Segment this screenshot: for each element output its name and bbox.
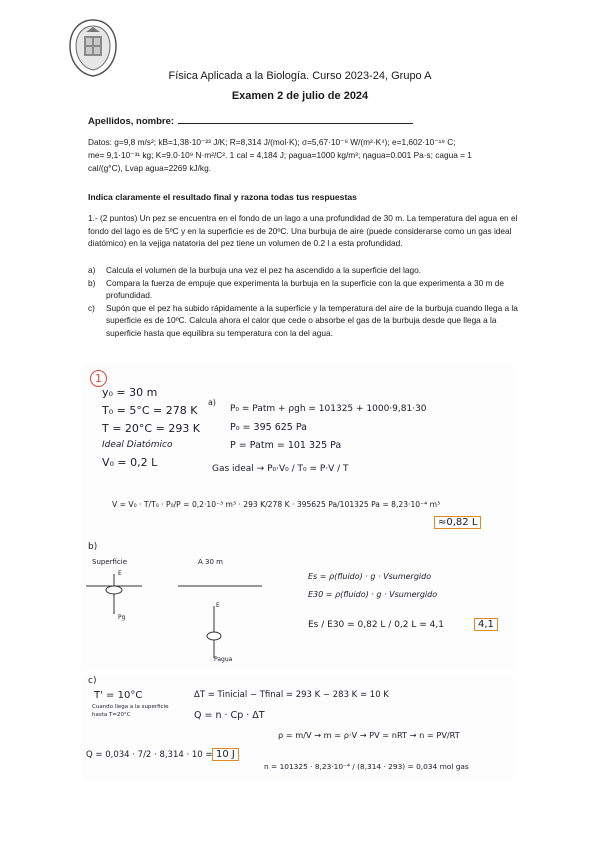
given-t0: T₀ = 5°C = 278 K [102,404,198,417]
buoyancy-ratio: Es / E30 = 0,82 L / 0,2 L = 4,1 [308,620,444,630]
data-line: me= 9,1·10⁻³¹ kg; K=9.0·10⁹ N·m²/C². 1 cal = 4,184 J; ρagua=1000 kg/m³; ηagua=0.001 Pa·s; cagua = 1 [88,150,472,160]
data-line: cal/(g°C), Lvap agua=2269 kJ/kg. [88,163,212,173]
p0-value: P₀ = 395 625 Pa [230,422,307,433]
p0-equation: P₀ = Patm + ρgh = 101325 + 1000·9,81·30 [230,404,427,414]
given-t-prime: T' = 10°C [94,690,143,701]
data-line: Datos: g=9,8 m/s²; kB=1,38·10⁻²³ J/K; R=8,314 J/(mol·K); σ=5,67·10⁻⁸ W/(m²·K⁴); e=1,602·10⁻¹⁹ C; [88,137,456,147]
course-title: Física Aplicada a la Biología. Curso 2023-24, Grupo A [168,70,432,82]
item-text: Calcula el volumen de la burbuja una vez el pez ha ascendido a la superficie del lago. [106,265,422,275]
depth-buoyancy-eq: E30 = ρ(fluido) · g · Vsumergido [308,590,438,599]
handwritten-answer-a [82,364,514,542]
water-weight-label: Pagua [214,656,233,663]
name-blank-line [178,114,413,124]
depth-label: A 30 m [198,558,223,566]
buoyancy-label-depth: E [216,602,220,609]
temp-note-1: Cuando llega a la superficie [92,704,169,710]
delta-t: ΔT = Tinicial − Tfinal = 293 K − 283 K = 10 K [194,690,389,700]
surface-label: Superficie [92,558,128,566]
gas-law: Gas ideal → P₀·V₀ / T₀ = P·V / T [212,464,349,474]
part-c-label: c) [88,676,97,686]
heat-calculation: Q = 0,034 · 7/2 · 8,314 · 10 = [86,750,213,760]
item-text: Supón que el pez ha subido rápidamente a la superficie y la temperatura del aire de la burbuja cuando llega a la superficie es de 10ºC. Calcula ahora el calor que cede o absorbe el gas de la burbuja desde que llega a la superficie hasta que equilibra su temperatura con la del agua. [106,302,518,338]
problem-statement: 1.- (2 puntos) Un pez se encuentra en el fondo de un lago a una profundidad de 30 m. La temperatura del agua en el fondo del lago es de 5ºC y en la superficie es de 20ºC. Una burbuja de aire (puede considerarse como un gas ideal diatómico) en la vejiga natatoria del pez tiene un volumen de 0.2 l a esta profundidad. [88,213,518,249]
problem-item-b [88,277,518,302]
buoyancy-diagram [82,566,292,666]
given-ideal: Ideal Diatómico [102,440,173,450]
name-label: Apellidos, nombre: [88,116,175,127]
surface-buoyancy-eq: Es = ρ(fluido) · g · Vsumergido [308,572,432,581]
problem-item-c [88,302,518,340]
part-a-label: a) [208,398,217,407]
problem-item-a [88,264,518,277]
handwritten-answer-c [82,676,514,780]
moles-calculation: n = 101325 · 8,23·10⁻⁴ / (8,314 · 293) = 0,034 mol gas [264,762,469,771]
item-text: Compara la fuerza de empuje que experimenta la burbuja en la superficie con la que experimenta a 30 m de profundidad. [106,277,505,301]
given-depth: y₀ = 30 m [102,386,158,399]
moles-derivation: ρ = m/V → m = ρ·V → PV = nRT → n = PV/RT [278,730,460,740]
given-v0: V₀ = 0,2 L [102,456,158,469]
weight-label: Pg [118,614,126,621]
buoyancy-label: E [118,570,122,577]
problem-items [88,264,518,340]
volume-equation: V = V₀ · T/T₀ · P₀/P = 0,2·10⁻³ m³ · 293 K/278 K · 395625 Pa/101325 Pa = 8,23·10⁻⁴ m³ [112,500,441,509]
item-label: b) [88,277,96,288]
instructions: Indica claramente el resultado final y razona todas tus respuestas [88,192,357,202]
problem-number-circle: 1 [90,370,107,387]
heat-result: 10 J [212,748,239,761]
university-seal [66,18,120,78]
given-t: T = 20°C = 293 K [102,422,201,435]
item-label: c) [88,302,95,313]
heat-formula: Q = n · Cp · ΔT [194,710,265,721]
handwritten-answer-b [82,542,514,670]
name-field [88,114,413,127]
ratio-result: 4,1 [474,618,498,631]
volume-result: ≈0,82 L [434,516,481,529]
temp-note-2: hasta T=20°C [92,712,131,718]
item-label: a) [88,265,96,275]
part-b-label: b) [88,542,98,552]
exam-title: Examen 2 de julio de 2024 [231,90,369,102]
data-constants [88,136,518,175]
p-value: P = Patm = 101 325 Pa [230,440,342,451]
